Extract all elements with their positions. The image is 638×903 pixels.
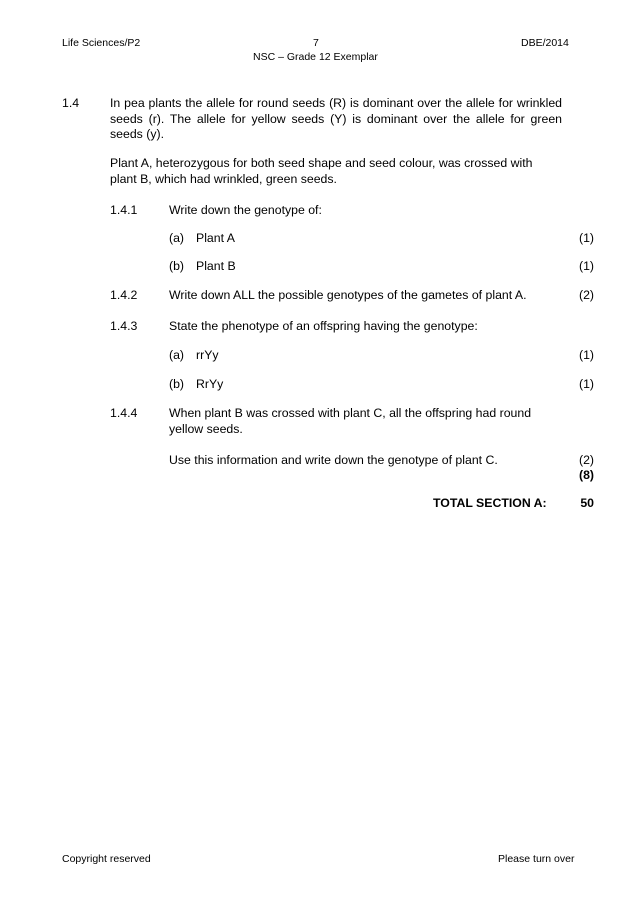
mark-allocation: (1) bbox=[578, 231, 594, 245]
subquestion-text: When plant B was crossed with plant C, all the offspring had round yellow seeds. bbox=[169, 406, 532, 436]
question-context: Plant A, heterozygous for both seed shape and seed colour, was crossed with plant B, which had wrinkled, green seeds. bbox=[110, 156, 533, 186]
item-text: RrYy bbox=[196, 377, 224, 391]
item-label: (b) bbox=[169, 259, 185, 273]
item-label: (a) bbox=[169, 348, 185, 362]
section-total-value: 50 bbox=[580, 496, 594, 510]
question-subtotal: (8) bbox=[578, 468, 594, 482]
footer-copyright: Copyright reserved bbox=[62, 853, 151, 865]
mark-allocation: (2) bbox=[578, 453, 594, 467]
header-subtitle: NSC – Grade 12 Exemplar bbox=[253, 51, 378, 63]
subquestion-number: 1.4.3 bbox=[110, 319, 138, 333]
question-number: 1.4 bbox=[62, 96, 80, 110]
mark-allocation: (1) bbox=[578, 348, 594, 362]
subquestion-number: 1.4.2 bbox=[110, 288, 138, 302]
header-code: DBE/2014 bbox=[521, 37, 569, 49]
footer-turn-over: Please turn over bbox=[498, 853, 575, 865]
item-text: Plant B bbox=[196, 259, 236, 273]
subquestion-instruction: Use this information and write down the genotype of plant C. bbox=[169, 453, 498, 467]
mark-allocation: (2) bbox=[578, 288, 594, 302]
item-label: (a) bbox=[169, 231, 185, 245]
header-subject: Life Sciences/P2 bbox=[62, 37, 141, 49]
item-label: (b) bbox=[169, 377, 185, 391]
question-intro: In pea plants the allele for round seeds (R) is dominant over the allele for wrinkled seeds (r). The allele for yellow seeds (Y) is dominant over the allele for green seeds (y). bbox=[110, 96, 562, 141]
subquestion-text: Write down the genotype of: bbox=[169, 203, 322, 217]
mark-allocation: (1) bbox=[578, 377, 594, 391]
subquestion-number: 1.4.4 bbox=[110, 406, 138, 420]
item-text: Plant A bbox=[196, 231, 235, 245]
subquestion-number: 1.4.1 bbox=[110, 203, 138, 217]
mark-allocation: (1) bbox=[578, 259, 594, 273]
subquestion-text: Write down ALL the possible genotypes of the gametes of plant A. bbox=[169, 288, 527, 302]
section-total-label: TOTAL SECTION A: bbox=[433, 496, 547, 510]
page-number: 7 bbox=[313, 37, 319, 49]
subquestion-text: State the phenotype of an offspring having the genotype: bbox=[169, 319, 478, 333]
item-text: rrYy bbox=[196, 348, 219, 362]
